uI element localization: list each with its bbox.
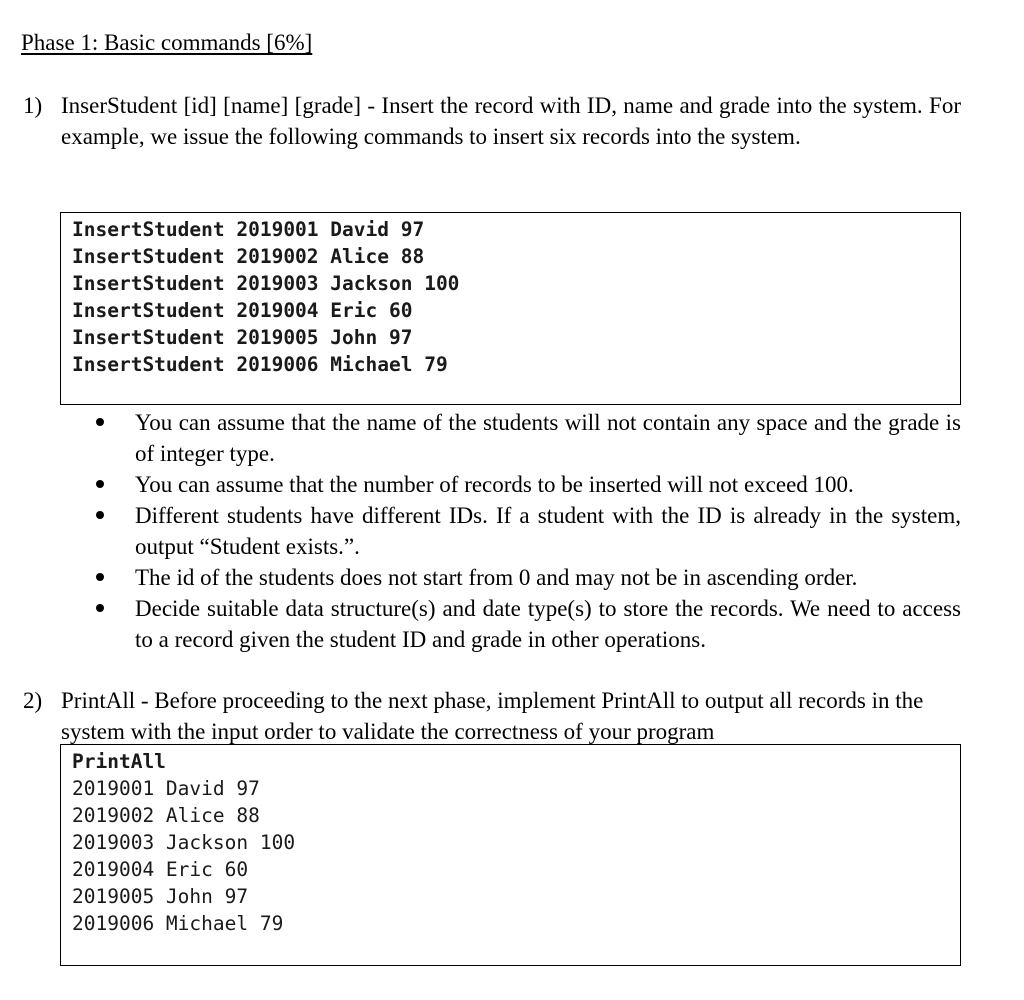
bullet-dot-icon (96, 480, 104, 488)
section2-description (61, 685, 961, 747)
list-item (95, 500, 961, 562)
list-item-text: Decide suitable data structure(s) and date type(s) to store the records. We need to access to a record given the student ID and grade in other operations. (135, 596, 961, 652)
code-line: 2019003 Jackson 100 (72, 831, 296, 854)
section1-description: InserStudent [id] [name] [grade] - Insert the record with ID, name and grade into the system. For example, we issue the following commands to insert six records into the system. (61, 93, 961, 149)
list-item-text: Different students have different IDs. If a student with the ID is already in the system, output “Student exists.”. (135, 503, 961, 559)
code-line: InsertStudent 2019003 Jackson 100 (72, 272, 460, 295)
section1-number: 1) (23, 93, 43, 118)
bullet-dot-icon (96, 418, 104, 426)
list-item (95, 407, 961, 469)
insert-commands-code-box (60, 212, 961, 405)
bullet-dot-icon (96, 511, 104, 519)
list-item-text: The id of the students does not start from 0 and may not be in ascending order. (135, 565, 858, 590)
code-line: 2019005 John 97 (72, 885, 249, 908)
list-item (95, 562, 961, 593)
code-line: 2019006 Michael 79 (72, 912, 284, 935)
printall-output-code-box (60, 744, 961, 966)
code-line: 2019001 David 97 (72, 777, 260, 800)
section2-number: 2) (23, 688, 43, 713)
code-line: InsertStudent 2019001 David 97 (72, 218, 425, 241)
phase-heading: Phase 1: Basic commands [6%] (21, 30, 313, 55)
list-item (95, 593, 961, 655)
list-item (95, 469, 961, 500)
code-line: 2019004 Eric 60 (72, 858, 249, 881)
bullet-dot-icon (96, 573, 104, 581)
code-line: InsertStudent 2019004 Eric 60 (72, 299, 413, 322)
section2-description-text: PrintAll - Before proceeding to the next phase, implement PrintAll to output all records in the system with the input order to validate the correctness of your program (61, 688, 924, 744)
code-line: 2019002 Alice 88 (72, 804, 260, 827)
list-item-text: You can assume that the name of the students will not contain any space and the grade is of integer type. (135, 410, 961, 466)
bullet-dot-icon (96, 604, 104, 612)
list-item-text: You can assume that the number of records to be inserted will not exceed 100. (135, 472, 854, 497)
code-line: InsertStudent 2019002 Alice 88 (72, 245, 425, 268)
assumptions-list (95, 407, 961, 655)
code-line: InsertStudent 2019006 Michael 79 (72, 353, 448, 376)
code-line: InsertStudent 2019005 John 97 (72, 326, 413, 349)
code-header: PrintAll (72, 750, 166, 773)
